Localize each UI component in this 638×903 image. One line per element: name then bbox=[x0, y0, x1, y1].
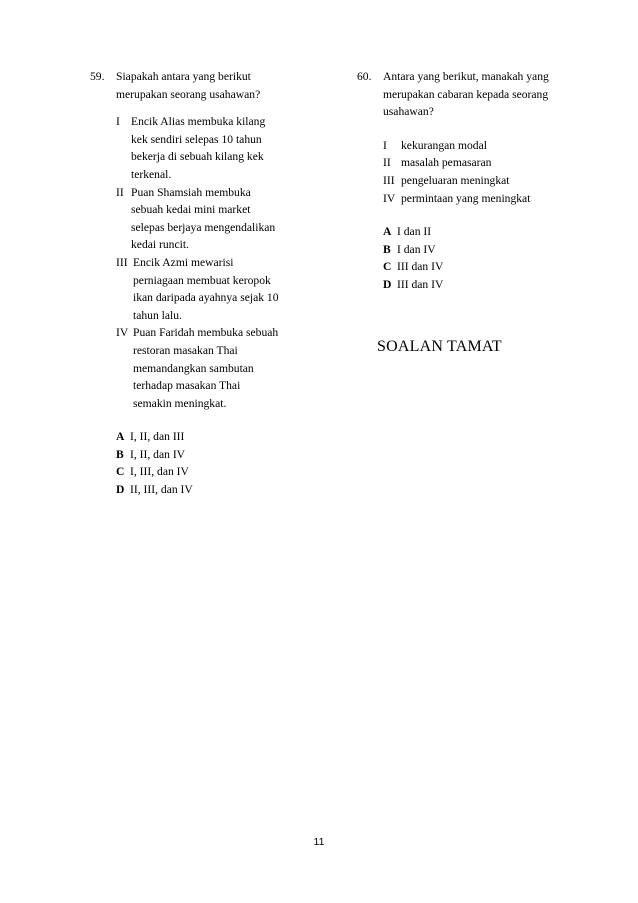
statement-item bbox=[116, 254, 330, 324]
statement-number: III bbox=[116, 255, 128, 269]
statement-line: Encik Alias membuka kilang bbox=[131, 115, 266, 129]
option-letter: B bbox=[116, 447, 124, 461]
statement-line: ikan daripada ayahnya sejak 10 bbox=[133, 291, 279, 305]
statement-line: terhadap masakan Thai bbox=[133, 379, 241, 393]
question-line: usahawan? bbox=[383, 105, 434, 119]
statement-number: I bbox=[116, 115, 120, 129]
question-60-stem bbox=[357, 68, 577, 121]
end-of-questions-text: SOALAN TAMAT bbox=[377, 337, 502, 355]
statement-number: IV bbox=[116, 326, 129, 340]
statement-item bbox=[116, 324, 330, 412]
statement-line: semakin meningkat. bbox=[133, 396, 227, 410]
option-letter: A bbox=[383, 225, 392, 239]
statement-number: IV bbox=[383, 191, 396, 205]
statement-line: kek sendiri selepas 10 tahun bbox=[131, 132, 262, 146]
question-line: Antara yang berikut, manakah yang bbox=[383, 70, 549, 83]
answer-options bbox=[383, 223, 577, 293]
answer-option bbox=[383, 241, 577, 259]
option-text: III dan IV bbox=[397, 260, 444, 274]
option-letter: D bbox=[116, 483, 125, 497]
page-number: 11 bbox=[313, 836, 325, 848]
option-text: III dan IV bbox=[397, 277, 444, 291]
answer-option bbox=[116, 446, 330, 464]
answer-option bbox=[116, 481, 330, 499]
statement-line: Puan Faridah membuka sebuah bbox=[133, 326, 279, 340]
statement-text bbox=[131, 184, 330, 254]
statement-text bbox=[133, 254, 330, 324]
option-letter: D bbox=[383, 277, 392, 291]
statement-item bbox=[383, 137, 577, 155]
statement-list bbox=[90, 113, 330, 412]
question-59 bbox=[90, 68, 330, 499]
answer-option bbox=[116, 428, 330, 446]
question-number: 60. bbox=[357, 70, 372, 83]
option-text: I, II, dan IV bbox=[130, 447, 186, 461]
answer-option bbox=[383, 258, 577, 276]
statement-item bbox=[116, 184, 330, 254]
statement-line: kedai runcit. bbox=[131, 238, 189, 252]
statement-line: tahun lalu. bbox=[133, 308, 182, 322]
answer-options bbox=[116, 428, 330, 498]
question-line: merupakan seorang usahawan? bbox=[116, 87, 261, 101]
statement-text: pengeluaran meningkat bbox=[401, 173, 510, 187]
option-letter: A bbox=[116, 430, 125, 444]
statement-line: Encik Azmi mewarisi bbox=[133, 255, 234, 269]
statement-text bbox=[131, 113, 330, 183]
statement-number: III bbox=[383, 173, 395, 187]
statement-number: II bbox=[383, 156, 391, 170]
answer-option bbox=[116, 463, 330, 481]
option-text: I dan IV bbox=[397, 242, 436, 256]
answer-option bbox=[383, 276, 577, 294]
statement-line: terkenal. bbox=[131, 167, 172, 181]
question-text bbox=[116, 68, 330, 103]
statement-line: bekerja di sebuah kilang kek bbox=[131, 150, 264, 164]
statement-line: Puan Shamsiah membuka bbox=[131, 185, 251, 199]
option-letter: C bbox=[116, 465, 125, 479]
statement-text: kekurangan modal bbox=[401, 138, 487, 152]
statement-item bbox=[116, 113, 330, 183]
question-line: merupakan cabaran kepada seorang bbox=[383, 87, 549, 101]
option-letter: C bbox=[383, 260, 392, 274]
answer-option bbox=[383, 223, 577, 241]
question-text bbox=[383, 68, 577, 121]
statement-text: masalah pemasaran bbox=[401, 156, 492, 170]
statement-number: II bbox=[116, 185, 124, 199]
statement-list bbox=[357, 137, 577, 207]
option-text: I dan II bbox=[397, 225, 432, 239]
question-59-stem bbox=[90, 68, 330, 103]
question-number: 59. bbox=[90, 70, 105, 83]
statement-item bbox=[383, 172, 577, 190]
question-line: Siapakah antara yang berikut bbox=[116, 70, 251, 83]
question-60 bbox=[357, 68, 577, 355]
statement-line: perniagaan membuat keropok bbox=[133, 273, 271, 287]
statement-line: sebuah kedai mini market bbox=[131, 203, 251, 217]
option-text: I, III, dan IV bbox=[130, 465, 189, 479]
statement-text bbox=[133, 324, 330, 412]
statement-line: memandangkan sambutan bbox=[133, 361, 254, 375]
statement-text: permintaan yang meningkat bbox=[401, 191, 531, 205]
option-letter: B bbox=[383, 242, 391, 256]
option-text: II, III, dan IV bbox=[130, 483, 193, 497]
statement-item bbox=[383, 190, 577, 208]
statement-line: selepas berjaya mengendalikan bbox=[131, 220, 276, 234]
statement-item bbox=[383, 154, 577, 172]
option-text: I, II, dan III bbox=[130, 430, 185, 444]
statement-number: I bbox=[383, 138, 387, 152]
statement-line: restoran masakan Thai bbox=[133, 343, 238, 357]
